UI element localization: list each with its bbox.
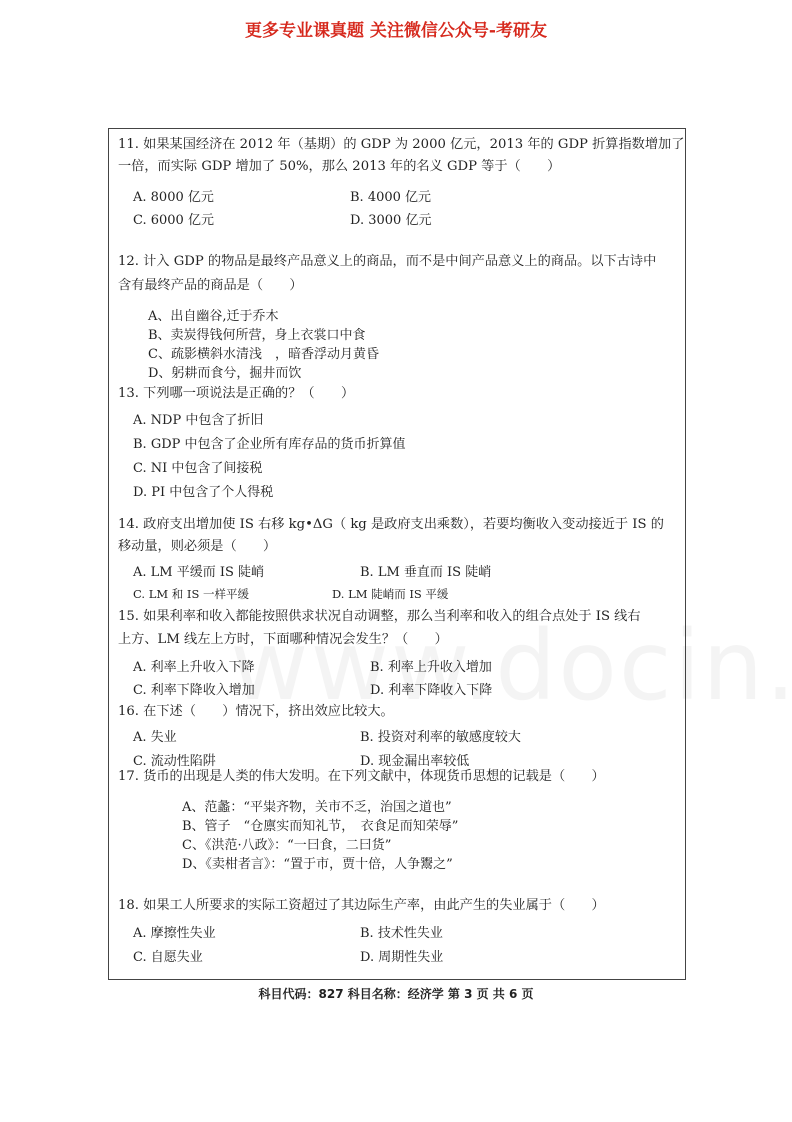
q14-option-c: C. LM 和 IS 一样平缓: [133, 587, 249, 601]
q13-option-b: B. GDP 中包含了企业所有库存品的货币折算值: [133, 437, 406, 452]
q11-text-line2: 一倍，而实际 GDP 增加了 50%，那么 2013 年的名义 GDP 等于（ ）: [118, 159, 561, 174]
q17-option-b: B、管子 “仓廪实而知礼节， 衣食足而知荣辱”: [182, 819, 459, 834]
q16-option-c: C. 流动性陷阱: [133, 754, 216, 769]
q13-option-a: A. NDP 中包含了折旧: [133, 413, 264, 428]
q18-option-c: C. 自愿失业: [133, 950, 203, 965]
q13-option-c: C. NI 中包含了间接税: [133, 461, 263, 476]
q15-text-line2: 上方、LM 线左上方时，下面哪种情况会发生？（ ）: [118, 632, 448, 647]
q14-text-line2: 移动量，则必须是（ ）: [118, 539, 277, 554]
q16-option-d: D. 现金漏出率较低: [360, 754, 470, 769]
q18-option-b: B. 技术性失业: [360, 926, 443, 941]
q16-text-line1: 16. 在下述（ ）情况下，挤出效应比较大。: [118, 704, 394, 719]
q17-option-a: A、范蠡：“平粜齐物，关市不乏，治国之道也”: [182, 800, 452, 815]
q13-text-line1: 13. 下列哪一项说法是正确的？（ ）: [118, 386, 355, 401]
q14-option-d: D. LM 陡峭而 IS 平缓: [332, 587, 449, 601]
q15-option-d: D. 利率下降收入下降: [370, 683, 493, 698]
q14-option-b: B. LM 垂直而 IS 陡峭: [360, 565, 492, 580]
q12-option-a: A、出自幽谷,迁于乔木: [148, 309, 279, 324]
q14-text-line1: 14. 政府支出增加使 IS 右移 kg•ΔG（ kg 是政府支出乘数），若要均衡收入变动接近于 IS 的: [118, 517, 664, 532]
q18-option-a: A. 摩擦性失业: [133, 926, 216, 941]
q11-text-line1: 11. 如果某国经济在 2012 年（基期）的 GDP 为 2000 亿元，2013 年的 GDP 折算指数增加了: [118, 137, 685, 152]
q15-option-a: A. 利率上升收入下降: [133, 660, 255, 675]
q13-option-d: D. PI 中包含了个人得税: [133, 485, 274, 500]
q12-text-line1: 12. 计入 GDP 的物品是最终产品意义上的商品，而不是中间产品意义上的商品。以下古诗中: [118, 254, 657, 269]
q12-text-line2: 含有最终产品的商品是（ ）: [118, 278, 303, 293]
q11-option-d: D. 3000 亿元: [350, 213, 432, 228]
q16-option-a: A. 失业: [133, 730, 177, 745]
q16-option-b: B. 投资对利率的敏感度较大: [360, 730, 521, 745]
page-footer: 科目代码：827 科目名称：经济学 第 3 页 共 6 页: [258, 987, 534, 1001]
q12-option-d: D、躬耕而食兮，掘井而饮: [148, 366, 302, 381]
q11-option-c: C. 6000 亿元: [133, 213, 214, 228]
q15-option-b: B. 利率上升收入增加: [370, 660, 492, 675]
q12-option-b: B、卖炭得钱何所营，身上衣裳口中食: [148, 328, 366, 343]
q17-option-c: C、《洪范·八政》：“一曰食，二曰货”: [182, 838, 392, 853]
q11-option-b: B. 4000 亿元: [350, 190, 432, 205]
q17-text-line1: 17. 货币的出现是人类的伟大发明。在下列文献中，体现货币思想的记载是（ ）: [118, 769, 605, 784]
q15-option-c: C. 利率下降收入增加: [133, 683, 255, 698]
q17-option-d: D、《卖柑者言》：“置于市，贾十倍，人争鬻之”: [182, 857, 453, 872]
q14-option-a: A. LM 平缓而 IS 陡峭: [133, 565, 265, 580]
header-banner: 更多专业课真题 关注微信公众号-考研友: [245, 21, 547, 41]
q15-text-line1: 15. 如果利率和收入都能按照供求状况自动调整，那么当利率和收入的组合点处于 IS 线右: [118, 609, 641, 624]
q18-option-d: D. 周期性失业: [360, 950, 444, 965]
q11-option-a: A. 8000 亿元: [133, 190, 214, 205]
q18-text-line1: 18. 如果工人所要求的实际工资超过了其边际生产率，由此产生的失业属于（ ）: [118, 898, 605, 913]
q12-option-c: C、疏影横斜水清浅 ，暗香浮动月黄昏: [148, 347, 379, 362]
